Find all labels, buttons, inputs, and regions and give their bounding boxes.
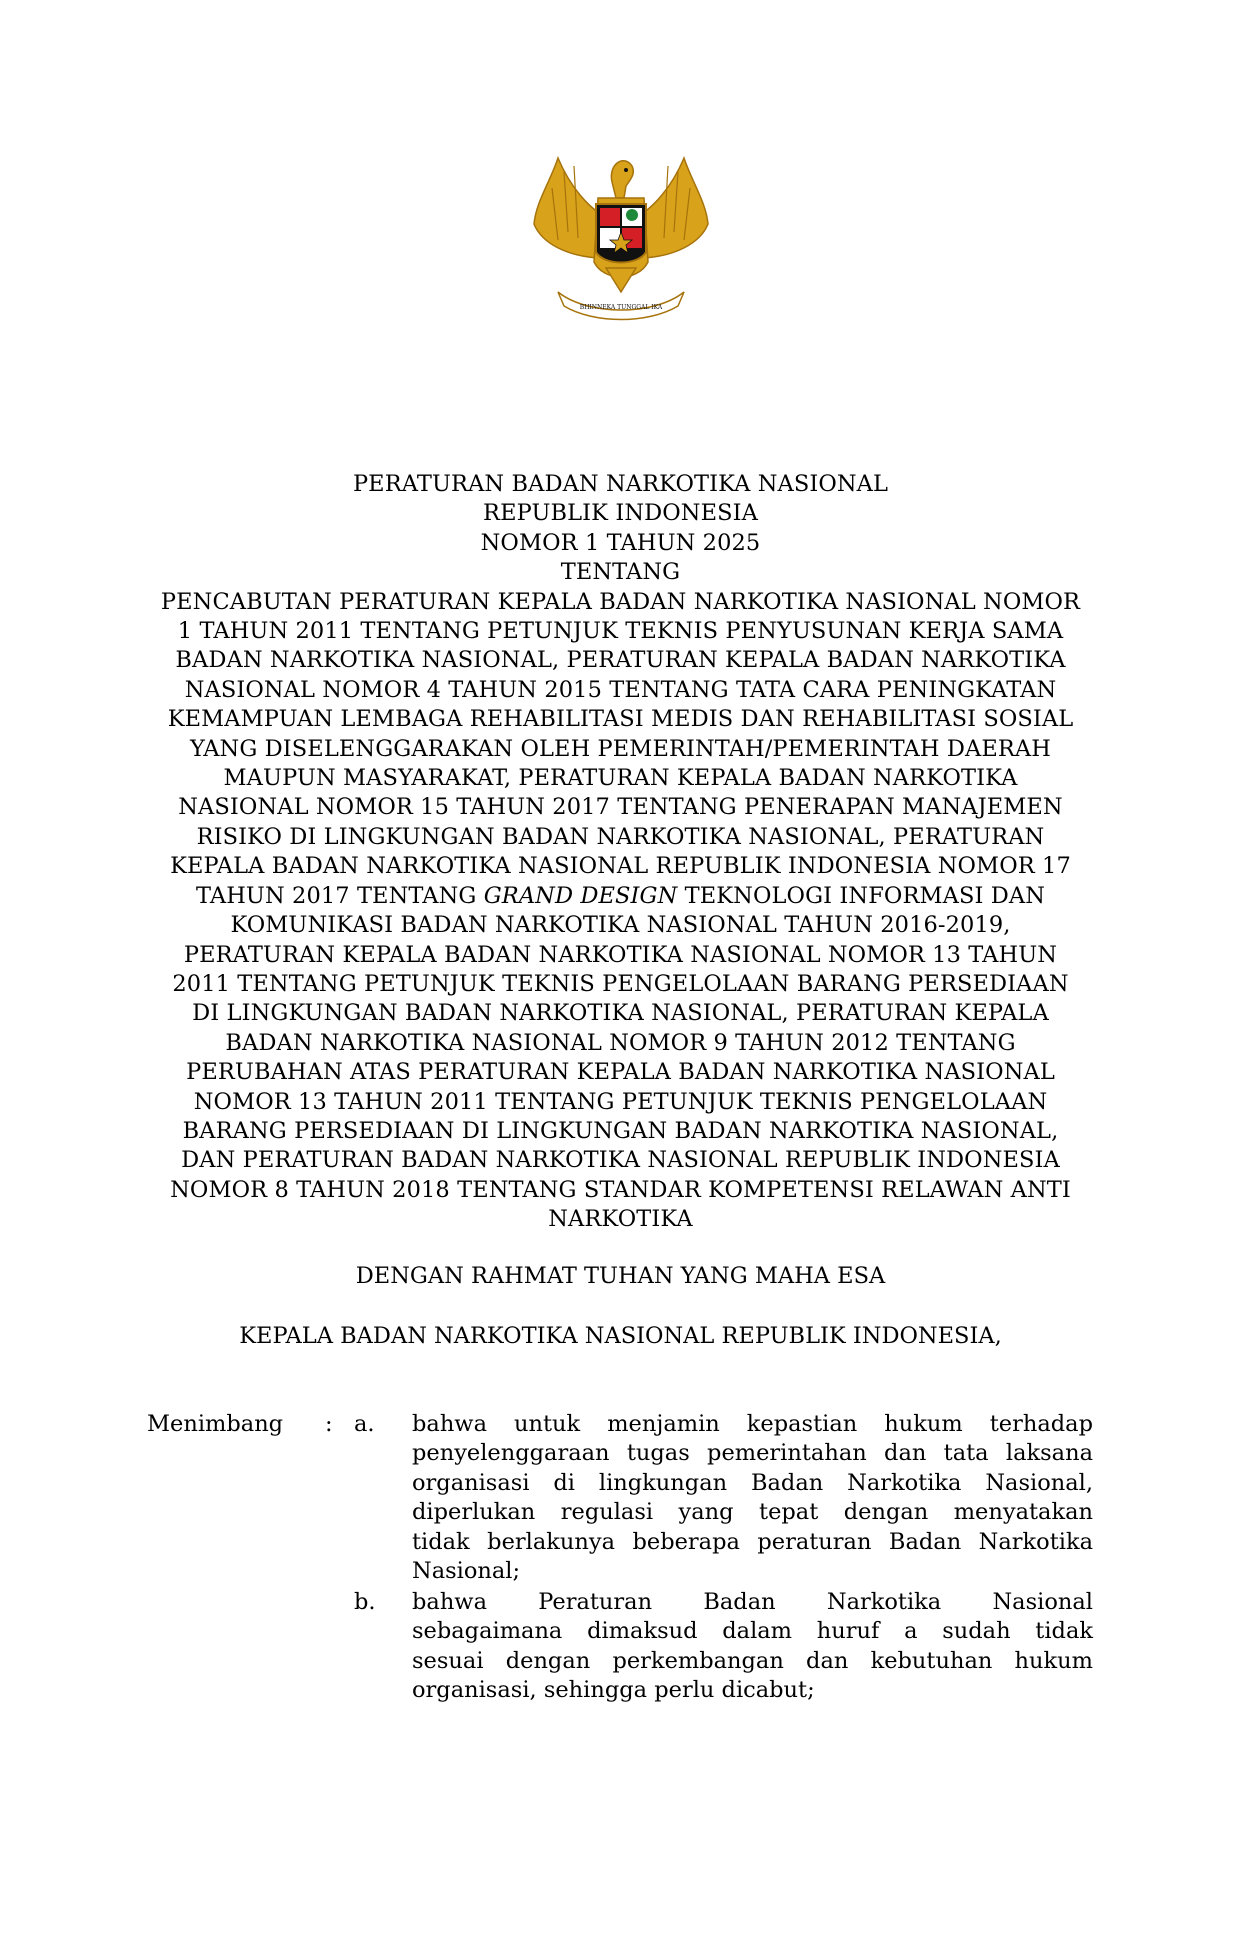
- title-line: PERUBAHAN ATAS PERATURAN KEPALA BADAN NARKOTIKA NASIONAL: [186, 1059, 1055, 1086]
- title-line: KOMUNIKASI BADAN NARKOTIKA NASIONAL TAHUN 2016-2019,: [230, 912, 1011, 939]
- title-line: BADAN NARKOTIKA NASIONAL NOMOR 9 TAHUN 2012 TENTANG: [225, 1029, 1016, 1056]
- shield-icon: [596, 204, 646, 263]
- title-line: BARANG PERSEDIAAN DI LINGKUNGAN BADAN NARKOTIKA NASIONAL,: [182, 1117, 1059, 1144]
- title-line: 1 TAHUN 2011 TENTANG PETUNJUK TEKNIS PENYUSUNAN KERJA SAMA: [177, 618, 1064, 645]
- title-line: PERATURAN KEPALA BADAN NARKOTIKA NASIONAL NOMOR 13 TAHUN: [183, 941, 1058, 968]
- garuda-head-icon: [611, 161, 633, 198]
- title-line: 2011 TENTANG PETUNJUK TEKNIS PENGELOLAAN BARANG PERSEDIAAN: [172, 970, 1069, 997]
- title-line: NASIONAL NOMOR 4 TAHUN 2015 TENTANG TATA CARA PENINGKATAN: [184, 676, 1057, 703]
- item-marker: a.: [354, 1411, 375, 1437]
- preamble: DENGAN RAHMAT TUHAN YANG MAHA ESA: [355, 1263, 886, 1289]
- item-line: Nasional;: [412, 1558, 521, 1585]
- item-line: organisasi, sehingga perlu dicabut;: [412, 1677, 815, 1704]
- title-line: NOMOR 13 TAHUN 2011 TENTANG PETUNJUK TEKNIS PENGELOLAAN: [193, 1088, 1048, 1115]
- garuda-pancasila-emblem: [528, 152, 714, 324]
- title-line: YANG DISELENGGARAKAN OLEH PEMERINTAH/PEMERINTAH DAERAH: [190, 735, 1051, 762]
- issuer: KEPALA BADAN NARKOTIKA NASIONAL REPUBLIK INDONESIA,: [239, 1323, 1002, 1349]
- regulation-title: [110, 470, 1131, 1235]
- title-line: REPUBLIK INDONESIA: [483, 500, 758, 527]
- title-line: KEMAMPUAN LEMBAGA REHABILITASI MEDIS DAN REHABILITASI SOSIAL: [167, 706, 1074, 733]
- motto-text: BHINNEKA TUNGGAL IKA: [579, 304, 663, 311]
- title-line: KEPALA BADAN NARKOTIKA NASIONAL REPUBLIK INDONESIA NOMOR 17: [170, 853, 1071, 880]
- item-line: sesuai dengan perkembangan dan kebutuhan hukum: [412, 1647, 1093, 1674]
- considering-colon: :: [325, 1411, 333, 1437]
- item-line: tidak berlakunya beberapa peraturan Badan Narkotika: [412, 1528, 1093, 1555]
- item-line: bahwa Peraturan Badan Narkotika Nasional: [412, 1589, 1093, 1615]
- title-text: TAHUN 2017 TENTANG: [195, 882, 484, 909]
- title-line: PERATURAN BADAN NARKOTIKA NASIONAL: [352, 471, 889, 497]
- considering-label: Menimbang: [147, 1411, 284, 1437]
- title-line: BADAN NARKOTIKA NASIONAL, PERATURAN KEPALA BADAN NARKOTIKA: [175, 647, 1066, 674]
- title-line: NOMOR 1 TAHUN 2025: [480, 529, 761, 556]
- item-line: organisasi di lingkungan Badan Narkotika Nasional,: [412, 1469, 1093, 1496]
- title-line: NASIONAL NOMOR 15 TAHUN 2017 TENTANG PENERAPAN MANAJEMEN: [178, 794, 1063, 821]
- title-text: TEKNOLOGI INFORMASI DAN: [677, 882, 1046, 909]
- item-line: sebagaimana dimaksud dalam huruf a sudah tidak: [412, 1618, 1093, 1645]
- title-line: RISIKO DI LINGKUNGAN BADAN NARKOTIKA NASIONAL, PERATURAN: [196, 823, 1045, 850]
- title-line: NOMOR 8 TAHUN 2018 TENTANG STANDAR KOMPETENSI RELAWAN ANTI: [170, 1176, 1071, 1203]
- item-line: bahwa untuk menjamin kepastian hukum terhadap: [412, 1411, 1093, 1437]
- item-marker: b.: [354, 1589, 376, 1615]
- title-line: DAN PERATURAN BADAN NARKOTIKA NASIONAL REPUBLIK INDONESIA: [181, 1147, 1060, 1174]
- title-line-grand-design: [110, 882, 1131, 911]
- item-text: [412, 1588, 1093, 1706]
- item-line: diperlukan regulasi yang tepat dengan menyatakan: [412, 1499, 1093, 1526]
- item-line: penyelenggaraan tugas pemerintahan dan tata laksana: [412, 1440, 1093, 1467]
- title-line: TENTANG: [560, 559, 681, 586]
- title-line: DI LINGKUNGAN BADAN NARKOTIKA NASIONAL, PERATURAN KEPALA: [192, 1000, 1049, 1027]
- title-line: MAUPUN MASYARAKAT, PERATURAN KEPALA BADAN NARKOTIKA: [223, 765, 1018, 792]
- grand-design-italic: GRAND DESIGN: [483, 882, 678, 909]
- title-line: NARKOTIKA: [548, 1206, 693, 1233]
- title-line: PENCABUTAN PERATURAN KEPALA BADAN NARKOTIKA NASIONAL NOMOR: [160, 588, 1081, 615]
- item-text: [412, 1410, 1093, 1586]
